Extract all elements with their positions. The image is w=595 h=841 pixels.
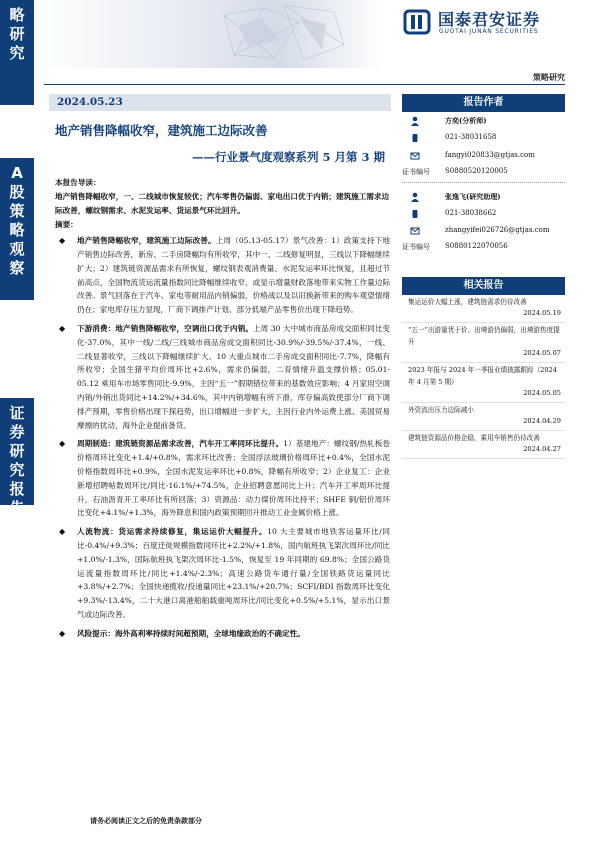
author-name: 方奕(分析师) [445,116,487,125]
date-bar [49,94,391,111]
phone-icon [410,209,420,219]
bullet-icon: ◆ [59,323,66,333]
author-cert: S0880122070056 [445,242,508,250]
report-subtitle: ——行业景气度观察系列 5 月第 3 期 [191,150,385,164]
bullet-text: 10 大主要城市地铁客运量环比/同比-0.4%/+9.3%；百度迁徙规模指数同环比+2.2%/+1.8%，国内航班执飞架次周环比/同比+1.0%/-1.3%，国际航班执飞架次周环比-1.5%，恢复至 19 年同期的 69.8%；全国公路货运流量指数周环比/同比+1.4%/-2.3%；高速公路货车通行量/全国铁路货运量同比+3.8%/+2.7%；全国快递揽收/投递量同比+23.1%/+20.7%；SCFI/BDI 指数周环比变化+9.3%/-13.4%，二十大港口离港船舶载重吨周环比/同比变化+0.5%/+5.1%，显示出口景气或边际改善。 [77,527,390,619]
disclaimer-footer: 请务必阅读正文之后的免责条款部分 [90,816,202,825]
related-report-date: 2024.04.27 [523,445,561,453]
header-divider [44,84,565,85]
bullet-lead: 周期制造：建筑链资源品需求改善，汽车开工率同环比提升。 [77,439,284,449]
bullet-icon: ◆ [59,439,66,449]
summary-bullet [55,322,390,432]
side-label-top: 略 研 究 [0,0,34,105]
author-phone: 021-38038662 [445,209,497,217]
logo-text-cn: 国泰君安证券 [438,10,541,29]
phone-icon [410,133,420,143]
summary-bullet [55,525,390,622]
header-banner-image [34,0,384,68]
related-report-title: 外资流出压力边际减小 [408,406,474,414]
company-logo [402,6,592,38]
authors-heading: 报告作者 [402,94,565,112]
bullet-text: 上周（05.13-05.17）景气改善：1）政策支持下地产销售边际改善，新房、二手房降幅均有所收窄，其中一、二线修复明显，三线以下降幅继续扩大；2）建筑链资源品需求有所恢复，螺纹钢表观消费量、水泥发运率环比恢复，且超过节前高点，全国物流货运流量指数同比降幅继续收窄，或显示增量财政落地带来实物工作量边际改善。景气回落在于汽车、家电等耐用品内销偏弱，价格战以及以旧换新带来的购车观望情绪仍在；家电库存压力显现，厂商下调排产计划、部分低端产品零售价出现下降趋势。 [77,236,391,315]
author-cert-label: 证书编号 [402,243,430,251]
email-icon [410,226,420,236]
report-body [55,176,390,641]
bullet-icon: ◆ [59,236,66,246]
email-icon [410,151,420,161]
intro-text: 地产销售降幅收窄，一、二线城市恢复较优；汽车零售仍偏弱、家电出口优于内销；建筑施工需求边际改善，螺纹钢需求、水泥发运率、货运景气环比回升。 [55,191,390,215]
report-title: 地产销售降幅收窄，建筑施工边际改善 [55,123,268,138]
summary-bullet [55,234,390,317]
related-reports-list [402,295,565,459]
bullet-lead: 人流物流：货运需求持续修复，集运运价大幅提升。 [77,527,268,537]
bullet-lead: 风险提示：海外高利率持续时间超预期，全球地缘政治的不确定性。 [77,628,305,638]
author-email[interactable]: zhangyifei026726@gtjas.com [445,226,550,234]
related-report-item[interactable] [402,431,565,459]
summary-bullet [55,627,390,641]
bullet-lead: 地产销售降幅收窄，建筑施工边际改善。 [77,236,216,246]
related-report-item[interactable] [402,403,565,431]
related-report-title: 集运运价大幅上涨，建筑链需求仍待改善 [408,298,527,306]
logo-text-en: GUOTAI JUNAN SECURITIES [439,28,539,35]
report-category-tag: 策略研究 [533,72,565,82]
bullet-icon: ◆ [59,527,66,537]
report-date: 2024.05.23 [57,96,123,108]
related-report-title: 建筑链资源品价格企稳，乘用车销售仍待改善 [408,434,540,442]
related-report-title: 2023 年报与 2024 年一季报业绩披露跟踪（2024 年 4 月第 5 期） [408,366,557,386]
user-icon [410,192,420,202]
bullet-lead: 下游消费：地产销售降幅收窄，空调出口优于内销。 [77,323,254,333]
author-name: 张逸飞(研究助理) [445,192,501,201]
side-label-middle: A 股 策 略 观 察 [0,158,34,300]
related-report-item[interactable] [402,323,565,363]
related-heading: 相关报告 [402,277,565,295]
intro-heading: 本报告导读： [55,178,101,187]
author-cert: S0880520120005 [445,167,508,175]
side-label-bottom: 证 券 研 究 报 告 [0,398,34,505]
summary-heading: 摘要： [55,220,78,230]
user-icon [410,116,420,126]
summary-bullet [55,437,390,520]
author-phone: 021-38031658 [445,133,497,141]
author-cert-label: 证书编号 [402,168,430,176]
logo-mark-icon [402,6,432,36]
bullet-icon: ◆ [59,628,66,638]
related-report-date: 2024.04.29 [523,417,561,425]
related-report-item[interactable] [402,363,565,403]
related-report-date: 2024.05.19 [523,309,561,317]
bullet-text: 上周 30 大中城市商品房成交面积同比变化-37.0%，其中一线/二线/三线城市商品房成交面积同比-30.9%/-39.5%/-37.4%，一线、二线显著收窄，三线以下降幅继续扩大。10 大重点城市二手房成交面积同比-7.7%，降幅有所收窄；全国生猪平均价周环比+2.6%，需求仍偏弱，二育情绪升温支撑价格；05.01-05.12 乘用车市场零售同比-9.9%，主因“五一”假期错位带来的基数效应影响；4 月家用空调内销/外销出货同比+14.2%/+34.6%，其中内销增幅有所下滑，库存偏高致使部分厂商下调排产预期，零售价格出现下探趋势，出口增幅进一步扩大，主因行业内外运费上涨、美国贸易摩擦的扰动，海外企业提前备货。 [77,323,391,430]
author-email[interactable]: fangyi020833@gtjas.com [445,151,535,159]
related-report-item[interactable] [402,295,565,323]
related-report-title: “五一”出游量优于价、出境游仍偏弱，出境游热度提升 [408,326,560,346]
author-divider [402,182,565,183]
related-report-date: 2024.05.07 [523,349,561,357]
related-report-date: 2024.05.05 [523,389,561,397]
bullet-text: 1）基建地产：螺纹钢/热轧板卷价格周环比变化+1.4/+0.8%，需求环比改善；全国浮法玻璃价格周环比+0.4%，全国水泥价格指数周环比+0.9%，全国水泥发运率环比+0.8%，降幅有所收窄；2）企业复工：企业新增招聘帖数周环比/同比-16.1%/+74.5%，企业招聘意愿同比上升；汽车开工率周环比提升，石油沥青开工率环比有所回落；3）资源品：动力煤价周环比持平；SHFE 铜/铝价周环比变化+4.1%/+1.3%，海外降息和国内政策预期回升推动工业金属价格上涨。 [77,439,391,518]
